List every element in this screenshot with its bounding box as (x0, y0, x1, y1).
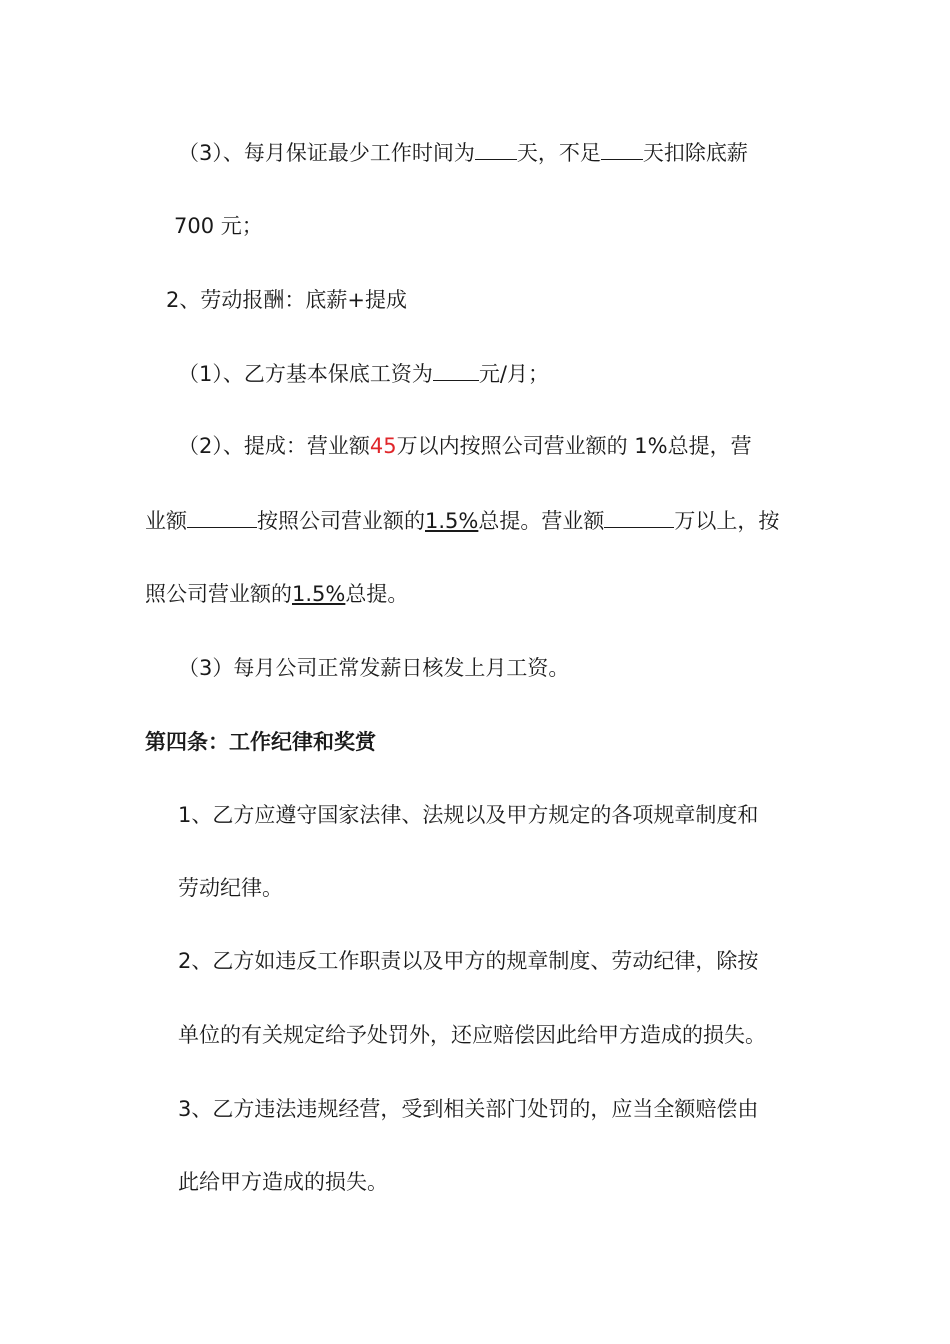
pay-item-1-line (178, 358, 549, 389)
rule-3-line2: 此给甲方造成的损失。 (178, 1170, 388, 1194)
rule-2-line2: 单位的有关规定给予处罚外，还应赔偿因此给甲方造成的损失。 (178, 1023, 766, 1047)
commission-rate-1: 1.5% (425, 509, 479, 533)
pay-item-2-text-b2: 按照公司营业额的 (257, 509, 425, 533)
absence-days-blank[interactable] (601, 137, 643, 160)
pay-item-2-text-c1: 照公司营业额的 (145, 582, 292, 606)
pay-item-2-text-b3: 总提。营业额 (478, 509, 605, 533)
pay-item-2-text-b1: 业额 (145, 509, 187, 533)
workdays-blank[interactable] (475, 137, 517, 160)
revenue-upper-blank[interactable] (604, 505, 674, 528)
item-3-workdays-line1 (178, 137, 748, 168)
item-3-text-3: 天扣除底薪 (642, 141, 748, 165)
item-3-text-2: 天，不足 (516, 141, 601, 165)
item-2-pay-heading: 2、劳动报酬：底薪+提成 (166, 288, 407, 312)
pay-item-3-line: （3）每月公司正常发薪日核发上月工资。 (178, 656, 570, 680)
pay-item-2-line3 (145, 579, 408, 609)
pay-item-1-text-2: 元/月； (478, 362, 549, 386)
item-3-text-1: （3）、每月保证最少工作时间为 (178, 141, 475, 165)
pay-item-2-text-c2: 总提。 (345, 582, 409, 606)
pay-item-2-line2 (145, 505, 779, 536)
revenue-threshold-value: 45 (369, 434, 397, 458)
pay-item-2-text-a1: （2）、提成：营业额 (178, 434, 370, 458)
revenue-range-blank[interactable] (187, 505, 257, 528)
pay-item-2-line1 (178, 431, 752, 461)
base-salary-blank[interactable] (433, 358, 479, 381)
pay-item-2-text-b4: 万以上，按 (674, 509, 780, 533)
commission-rate-2: 1.5% (292, 582, 346, 606)
pay-item-1-text-1: （1）、乙方基本保底工资为 (178, 362, 433, 386)
rule-3-line1: 3、乙方违法违规经营，受到相关部门处罚的，应当全额赔偿由 (178, 1097, 759, 1121)
rule-2-line1: 2、乙方如违反工作职责以及甲方的规章制度、劳动纪律，除按 (178, 949, 759, 973)
article-4-title: 第四条：工作纪律和奖赏 (145, 730, 376, 754)
pay-item-2-text-a2: 万以内按照公司营业额的 1%总提，营 (396, 434, 752, 458)
rule-1-line2: 劳动纪律。 (178, 876, 283, 900)
item-3-workdays-line2: 700 元； (174, 214, 263, 238)
rule-1-line1: 1、乙方应遵守国家法律、法规以及甲方规定的各项规章制度和 (178, 803, 759, 827)
